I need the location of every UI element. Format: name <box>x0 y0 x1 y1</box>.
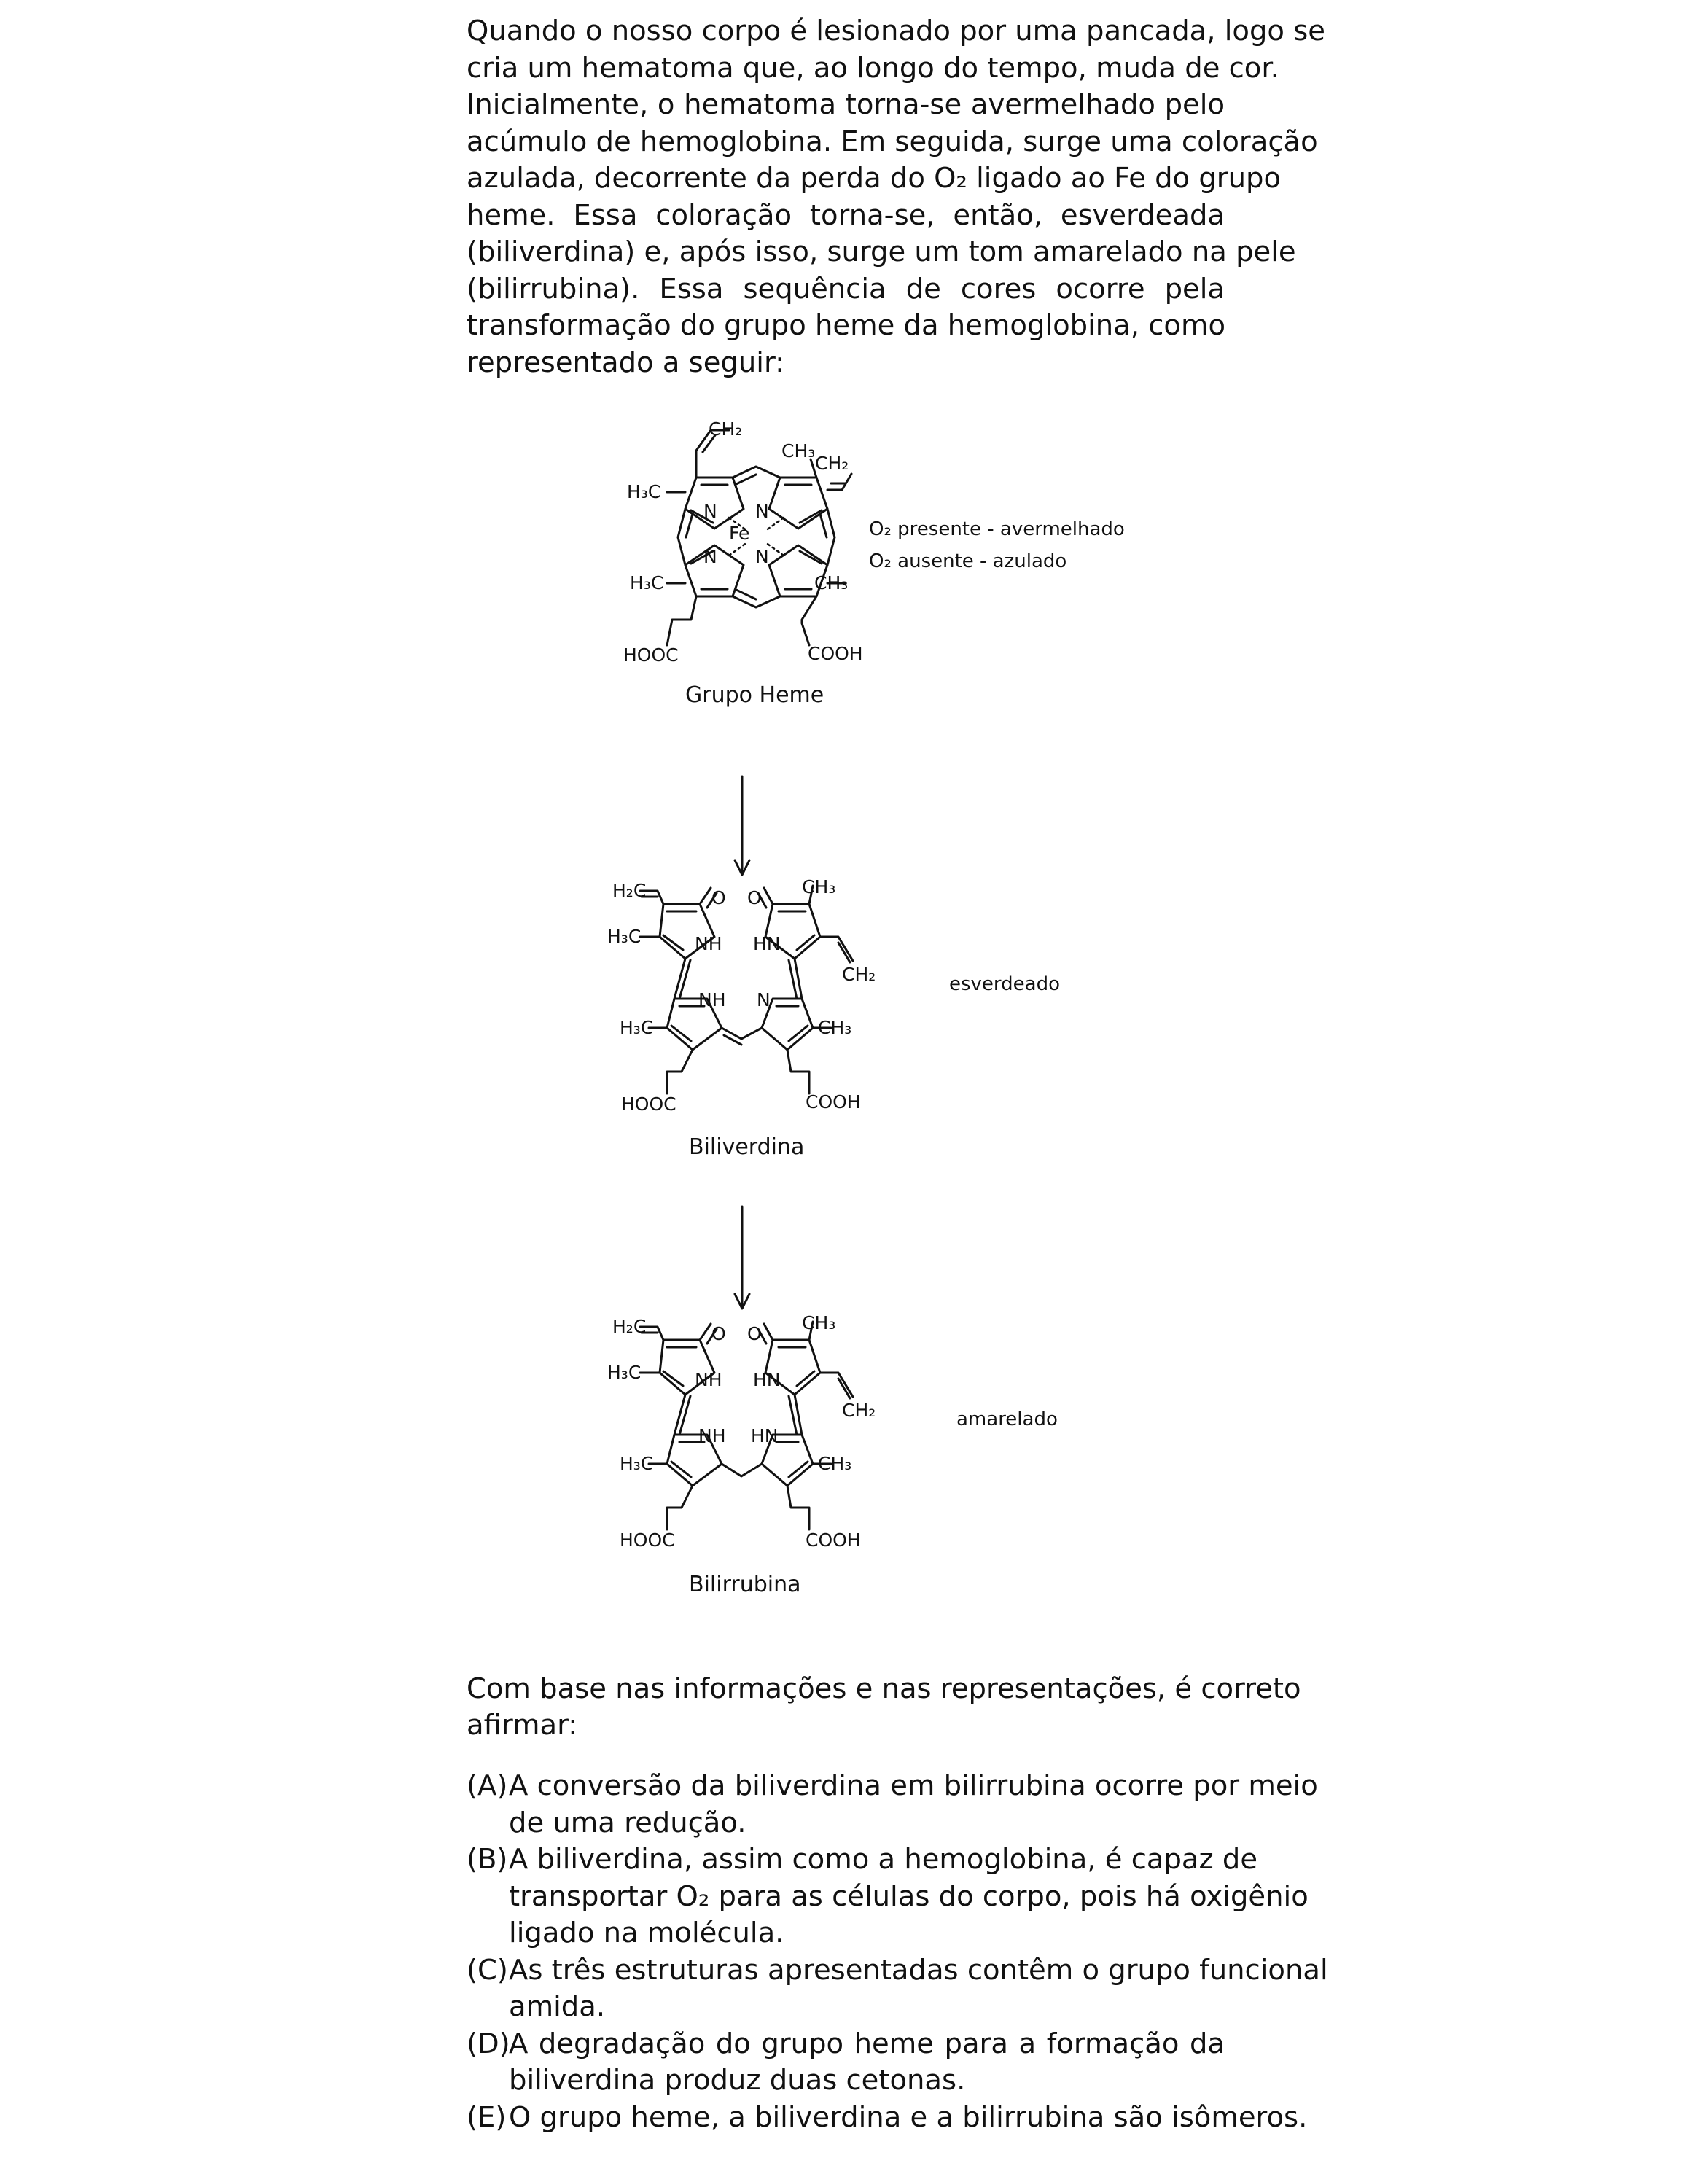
heme-ch3-top: CH₃ <box>781 440 816 461</box>
bilirrubina-name: Bilirrubina <box>689 1572 801 1597</box>
heme-ch2-right: CH₂ <box>815 453 849 474</box>
br-ch3-lower: CH₃ <box>818 1453 852 1474</box>
br-h2c: H₂C <box>612 1316 647 1337</box>
intro-line: representado a seguir: <box>467 346 785 379</box>
br-ch3-top: CH₃ <box>802 1312 836 1333</box>
intro-line: (biliverdina) e, após isso, surge um tom amarelado na pele <box>467 235 1296 268</box>
option-line: de uma redução. <box>509 1806 746 1839</box>
option-b[interactable] <box>467 1842 1309 1952</box>
br-o2: O <box>747 1323 762 1344</box>
bv-h3c-lower: H₃C <box>620 1017 654 1038</box>
intro-line: azulada, decorrente da perda do O₂ ligado ao Fe do grupo <box>467 162 1282 195</box>
option-line: amida. <box>509 1990 606 2023</box>
heme-n1: N <box>703 501 717 522</box>
option-a[interactable] <box>467 1768 1318 1842</box>
intro-line: transformação do grupo heme da hemoglobina, como <box>467 309 1226 342</box>
option-letter: (D) <box>467 2027 510 2060</box>
option-line: A conversão da biliverdina em bilirrubina ocorre por meio <box>509 1769 1318 1802</box>
br-h3c-upper: H₃C <box>607 1362 642 1383</box>
option-line: As três estruturas apresentadas contêm o grupo funcional <box>509 1953 1328 1987</box>
br-hooc: HOOC <box>620 1529 675 1551</box>
question-line: afirmar: <box>467 1709 578 1742</box>
option-line: ligado na molécula. <box>509 1917 784 1949</box>
intro-line: acúmulo de hemoglobina. Em seguida, surge uma coloração <box>467 125 1318 158</box>
option-letter: (C) <box>467 1953 508 1987</box>
bilirrubina-note: amarelado <box>956 1408 1058 1430</box>
option-line: A biliverdina, assim como a hemoglobina, é capaz de <box>509 1843 1258 1876</box>
bv-ch2: CH₂ <box>842 964 876 985</box>
br-nh2: NH <box>698 1425 726 1446</box>
biliverdina-note: esverdeado <box>949 973 1061 995</box>
bv-ch3-top: CH₃ <box>802 876 836 897</box>
option-letter: (E) <box>467 2100 507 2134</box>
option-line: biliverdina produz duas cetonas. <box>509 2064 966 2097</box>
br-cooh: COOH <box>806 1529 861 1551</box>
heme-hooc: HOOC <box>623 644 679 666</box>
bv-o1: O <box>711 887 726 908</box>
br-hn2: HN <box>751 1425 779 1446</box>
bv-cooh: COOH <box>806 1091 861 1112</box>
br-hn1: HN <box>753 1369 781 1390</box>
br-o1: O <box>711 1323 726 1344</box>
br-ch2: CH₂ <box>842 1400 876 1421</box>
heme-n2: N <box>755 501 769 522</box>
bv-ch3-lower: CH₃ <box>818 1017 852 1038</box>
option-letter: (B) <box>467 1843 508 1876</box>
biliverdina-name: Biliverdina <box>689 1134 805 1160</box>
intro-line: Quando o nosso corpo é lesionado por uma pancada, logo se <box>467 15 1325 47</box>
heme-note-2: O₂ ausente - azulado <box>869 550 1067 572</box>
heme-n3: N <box>703 546 717 567</box>
intro-line: (bilirrubina). Essa sequência de cores ocorre pela <box>467 272 1225 305</box>
bv-nh2: NH <box>698 989 726 1010</box>
option-d[interactable] <box>467 2026 1225 2100</box>
question-stem <box>467 1671 1301 1744</box>
option-line: O grupo heme, a biliverdina e a bilirrubina são isômeros. <box>509 2100 1308 2134</box>
intro-line: heme. Essa coloração torna-se, então, esverdeada <box>467 198 1225 232</box>
heme-fe: Fe <box>729 523 750 544</box>
heme-h3c-lower: H₃C <box>630 572 664 593</box>
br-h3c-lower: H₃C <box>620 1453 654 1474</box>
intro-line: cria um hematoma que, ao longo do tempo, muda de cor. <box>467 51 1279 85</box>
bv-hooc: HOOC <box>621 1094 676 1115</box>
answer-options <box>467 1768 1328 2136</box>
heme-name: Grupo Heme <box>685 682 824 708</box>
bilirrubina-structure <box>640 1322 853 1529</box>
option-c[interactable] <box>467 1952 1328 2026</box>
heme-n4: N <box>755 546 769 567</box>
heme-cooh: COOH <box>808 643 863 664</box>
bv-nh1: NH <box>695 933 722 954</box>
option-line: transportar O₂ para as células do corpo, pois há oxigênio <box>509 1879 1309 1913</box>
question-line: Com base nas informações e nas representações, é correto <box>467 1672 1301 1705</box>
bv-n: N <box>757 989 771 1010</box>
option-line: A degradação do grupo heme para a formação da <box>509 2027 1225 2060</box>
option-letter: (A) <box>467 1769 508 1802</box>
option-e[interactable] <box>467 2100 1308 2137</box>
heme-h3c-upper: H₃C <box>627 481 661 502</box>
bv-o2: O <box>747 887 762 908</box>
heme-ch2-top: CH₂ <box>709 418 743 440</box>
bv-h3c-upper: H₃C <box>607 926 642 947</box>
bv-hn1: HN <box>753 933 781 954</box>
intro-line: Inicialmente, o hematoma torna-se avermelhado pelo <box>467 88 1225 121</box>
heme-note-1: O₂ presente - avermelhado <box>869 518 1125 540</box>
br-nh1: NH <box>695 1369 722 1390</box>
bv-h2c: H₂C <box>612 880 647 901</box>
heme-ch3-lower: CH₃ <box>814 572 849 593</box>
biliverdina-structure <box>640 886 853 1094</box>
